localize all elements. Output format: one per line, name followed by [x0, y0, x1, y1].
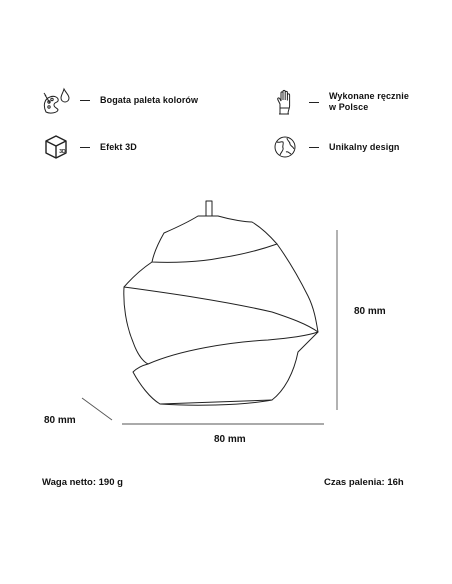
- candle-top: [152, 216, 277, 262]
- feature-label: Efekt 3D: [100, 141, 137, 152]
- depth-dimension-line: [82, 398, 112, 420]
- depth-dimension-label: 80 mm: [44, 415, 76, 426]
- wick: [206, 201, 212, 216]
- feature-label: Unikalny design: [329, 141, 400, 152]
- width-dimension-label: 80 mm: [214, 434, 246, 445]
- net-weight: Waga netto: 190 g: [42, 477, 123, 488]
- svg-text:3D: 3D: [59, 149, 66, 155]
- burn-time: Czas palenia: 16h: [324, 477, 404, 488]
- height-dimension-label: 80 mm: [354, 306, 386, 317]
- feature-label-line-1: Wykonane ręcznie: [329, 91, 409, 101]
- candle-middle-band: [124, 287, 318, 364]
- candle-lower-band: [133, 332, 318, 405]
- feature-label: Bogata paleta kolorów: [100, 94, 199, 105]
- feature-label-line-2: w Polsce: [329, 102, 369, 112]
